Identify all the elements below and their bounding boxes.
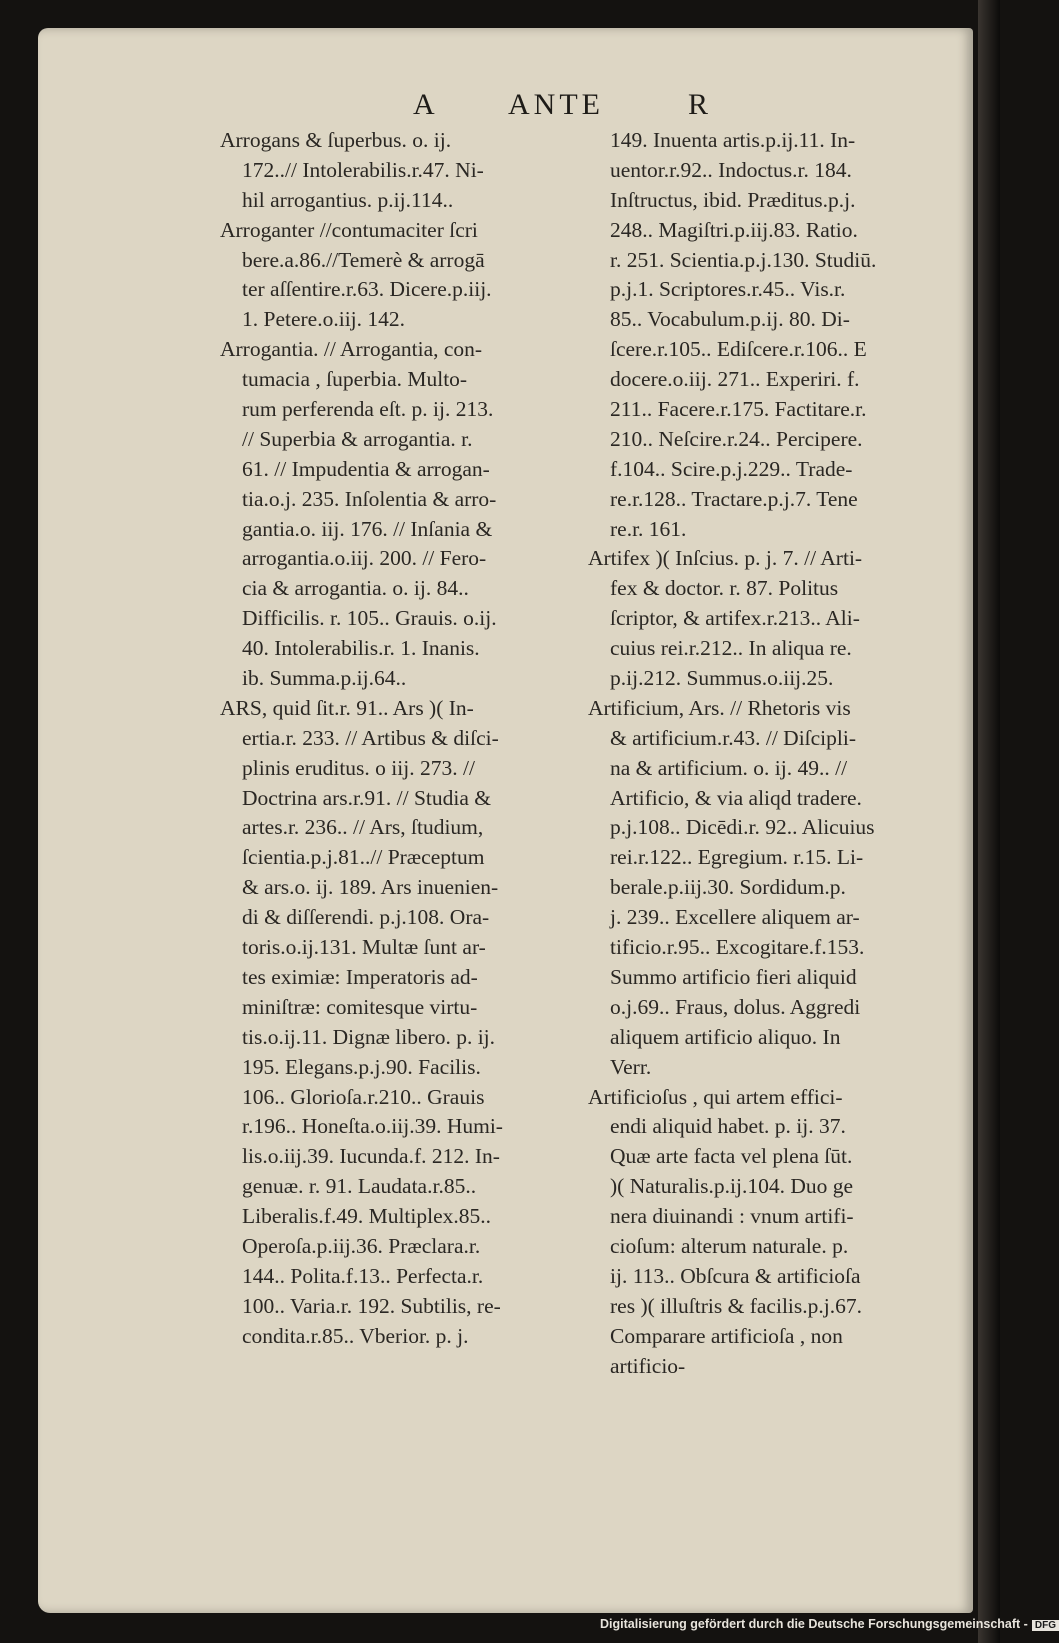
index-line: cioſum: alterum naturale. p. <box>610 1233 849 1258</box>
index-line: re.r.128.. Tractare.p.j.7. Tene <box>610 486 858 511</box>
index-line: Liberalis.f.49. Multiplex.85.. <box>242 1204 492 1229</box>
dfg-logo: DFG <box>1032 1620 1059 1631</box>
index-line: endi aliquid habet. p. ij. 37. <box>610 1114 846 1139</box>
index-line: nera diuinandi : vnum artifi- <box>610 1204 854 1229</box>
index-line: rum perferenda eſt. p. ij. 213. <box>242 397 494 422</box>
index-line: )( Naturalis.p.ij.104. Duo ge <box>610 1174 854 1199</box>
index-line: Quæ arte facta vel plena ſūt. <box>610 1144 853 1169</box>
index-line: o.j.69.. Fraus, dolus. Aggredi <box>610 994 861 1019</box>
index-line: ſcriptor, & artifex.r.213.. Ali- <box>610 606 860 631</box>
left-column <box>220 126 620 1352</box>
index-line: Doctrina ars.r.91. // Studia & <box>242 785 492 810</box>
index-line: 85.. Vocabulum.p.ij. 80. Di- <box>610 307 850 332</box>
index-line: p.j.108.. Dicēdi.r. 92.. Alicuius <box>610 815 875 840</box>
index-line: Operoſa.p.iij.36. Præclara.r. <box>242 1233 481 1258</box>
index-line: 210.. Neſcire.r.24.. Percipere. <box>610 426 863 451</box>
index-line: r. 251. Scientia.p.j.130. Studiū. <box>610 247 877 272</box>
index-line: rei.r.122.. Egregium. r.15. Li- <box>610 845 864 870</box>
index-line: Inſtructus, ibid. Præditus.p.j. <box>610 187 856 212</box>
index-line: miniſtræ: comitesque virtu- <box>242 994 478 1019</box>
index-line: condita.r.85.. Vberior. p. j. <box>242 1323 469 1348</box>
index-line: ſcientia.p.j.81..// Præceptum <box>242 845 485 870</box>
index-line: 172..// Intolerabilis.r.47. Ni- <box>242 157 484 182</box>
index-line: tumacia , ſuperbia. Multo- <box>242 367 468 392</box>
running-header <box>38 88 973 128</box>
index-line: ertia.r. 233. // Artibus & diſci- <box>242 725 499 750</box>
index-line: di & diſſerendi. p.j.108. Ora- <box>242 905 490 930</box>
index-line: Summo artificio fieri aliquid <box>610 964 857 989</box>
index-line: tes eximiæ: Imperatoris ad- <box>242 964 478 989</box>
index-line: Arrogantia. // Arrogantia, con- <box>220 337 483 362</box>
index-line: fex & doctor. r. 87. Politus <box>610 576 839 601</box>
index-line: hil arrogantius. p.ij.114.. <box>242 187 454 212</box>
right-column <box>588 126 973 1381</box>
index-line: arrogantia.o.iij. 200. // Fero- <box>242 546 487 571</box>
index-line: Arroganter //contumaciter ſcri <box>220 217 478 242</box>
index-line: plinis eruditus. o iij. 273. // <box>242 755 475 780</box>
book-spine <box>978 0 1000 1643</box>
index-line: cia & arrogantia. o. ij. 84.. <box>242 576 469 601</box>
book-page <box>38 28 973 1613</box>
index-line: ſcere.r.105.. Ediſcere.r.106.. E <box>610 337 867 362</box>
index-line: Arrogans & ſuperbus. o. ij. <box>220 128 452 152</box>
index-line: Comparare artificioſa , non <box>610 1323 843 1348</box>
index-line: Artificioſus , qui artem effici- <box>588 1084 843 1109</box>
index-line: 100.. Varia.r. 192. Subtilis, re- <box>242 1293 501 1318</box>
index-line: 195. Elegans.p.j.90. Facilis. <box>242 1054 481 1079</box>
index-line: & ars.o. ij. 189. Ars inuenien- <box>242 875 499 900</box>
index-line: artificio- <box>610 1353 686 1378</box>
index-line: ij. 113.. Obſcura & artificioſa <box>610 1263 861 1288</box>
index-line: Artificio, & via aliqd tradere. <box>610 785 862 810</box>
index-line: tificio.r.95.. Excogitare.f.153. <box>610 935 865 960</box>
index-line: // Superbia & arrogantia. r. <box>242 426 473 451</box>
index-line: aliquem artificio aliquo. In <box>610 1024 841 1049</box>
index-line: p.j.1. Scriptores.r.45.. Vis.r. <box>610 277 846 302</box>
index-line: p.ij.212. Summus.o.iij.25. <box>610 666 834 691</box>
header-right: R <box>688 88 713 121</box>
index-line: cuius rei.r.212.. In aliqua re. <box>610 636 852 661</box>
index-line: 40. Intolerabilis.r. 1. Inanis. <box>242 636 480 661</box>
index-line: Artificium, Ars. // Rhetoris vis <box>588 695 851 720</box>
digitization-credit <box>600 1617 1059 1631</box>
index-line: artes.r. 236.. // Ars, ſtudium, <box>242 815 484 840</box>
index-line: 61. // Impudentia & arrogan- <box>242 456 490 481</box>
index-line: & artificium.r.43. // Diſcipli- <box>610 725 857 750</box>
header-left: A <box>413 88 439 121</box>
header-center: ANTE <box>508 88 604 121</box>
index-line: 248.. Magiſtri.p.iij.83. Ratio. <box>610 217 858 242</box>
index-line: f.104.. Scire.p.j.229.. Trade- <box>610 456 853 481</box>
index-line: tia.o.j. 235. Inſolentia & arro- <box>242 486 497 511</box>
index-line: 144.. Polita.f.13.. Perfecta.r. <box>242 1263 484 1288</box>
index-line: Artifex )( Inſcius. p. j. 7. // Arti- <box>588 546 863 571</box>
index-line: 1. Petere.o.iij. 142. <box>242 307 406 332</box>
index-line: 149. Inuenta artis.p.ij.11. In- <box>610 128 856 152</box>
index-line: j. 239.. Excellere aliquem ar- <box>610 905 860 930</box>
index-line: toris.o.ij.131. Multæ ſunt ar- <box>242 935 486 960</box>
index-line: res )( illuſtris & facilis.p.j.67. <box>610 1293 862 1318</box>
index-line: berale.p.iij.30. Sordidum.p. <box>610 875 846 900</box>
index-line: genuæ. r. 91. Laudata.r.85.. <box>242 1174 477 1199</box>
index-line: 106.. Glorioſa.r.210.. Grauis <box>242 1084 485 1109</box>
index-line: re.r. 161. <box>610 516 687 541</box>
index-line: gantia.o. iij. 176. // Inſania & <box>242 516 493 541</box>
index-line: na & artificium. o. ij. 49.. // <box>610 755 848 780</box>
index-line: r.196.. Honeſta.o.iij.39. Humi- <box>242 1114 503 1139</box>
index-line: uentor.r.92.. Indoctus.r. 184. <box>610 157 852 182</box>
credit-text: Digitalisierung gefördert durch die Deutsche Forschungsgemeinschaft - <box>600 1617 1028 1631</box>
index-line: lis.o.iij.39. Iucunda.f. 212. In- <box>242 1144 500 1169</box>
index-line: ARS, quid ſit.r. 91.. Ars )( In- <box>220 695 474 720</box>
index-line: Difficilis. r. 105.. Grauis. o.ij. <box>242 606 497 631</box>
index-line: docere.o.iij. 271.. Experiri. f. <box>610 367 860 392</box>
index-line: ib. Summa.p.ij.64.. <box>242 666 407 691</box>
index-line: ter aſſentire.r.63. Dicere.p.iij. <box>242 277 492 302</box>
index-line: 211.. Facere.r.175. Factitare.r. <box>610 397 867 422</box>
index-line: bere.a.86.//Temerè & arrogā <box>242 247 485 272</box>
index-line: Verr. <box>610 1054 652 1079</box>
index-line: tis.o.ij.11. Dignæ libero. p. ij. <box>242 1024 496 1049</box>
